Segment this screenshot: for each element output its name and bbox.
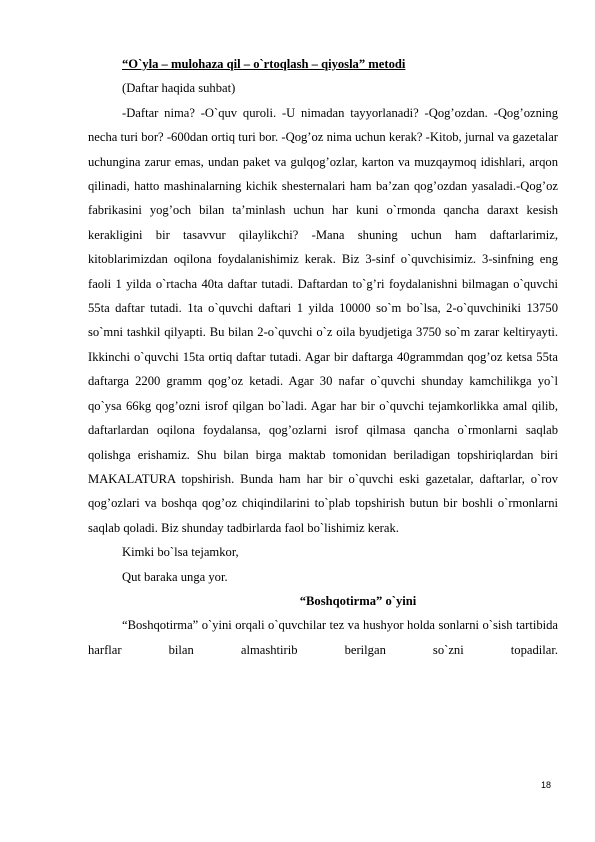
document-page — [88, 52, 558, 662]
body-paragraph-daftar: -Daftar nima? -O`quv quroli. -U nimadan tayyorlanadi? -Qog’ozdan. -Qog’ozning necha turi bor? -600dan ortiq turi bor. -Qog’oz nima uchun kerak? -Kitob, jurnal va gazetalar uchungina zarur emas, undan paket va gulqog’ozlar, karton va muzqaymoq idishlari, arqon qilinadi, hatto mashinalarning kichik shesternalari ham ba’zan qog’ozdan yasaladi.-Qog’oz fabrikasini yog’och bilan ta’minlash uchun har kuni o`rmonda qancha daraxt kesish kerakligini bir tasavvur qilaylikchi? -Mana shuning uchun ham daftarlarimiz, kitoblarimizdan oqilona foydalanishimiz kerak. Biz 3-sinf o`quvchisimiz. 3-sinfning eng faoli 1 yilda o`rtacha 40ta daftar tutadi. Daftardan to`g’ri foydalanishni bilmagan o`quvchi 55ta daftar tutadi. 1ta o`quvchi daftari 1 yilda 10000 so`m bo`lsa, 2-o`quvchiniki 13750 so`mni tashkil qilyapti. Bu bilan 2-o`quvchi o`z oila byudjetiga 3750 so`m zarar keltiryayti. Ikkinchi o`quvchi 15ta ortiq daftar tutadi. Agar bir daftarga 40grammdan qog’oz ketsa 55ta daftarga 2200 gramm qog’oz ketadi. Agar 30 nafar o`quvchi shunday kamchilikga yo`l qo`ysa 66kg qog’ozni isrof qilgan bo`ladi. Agar har bir o`quvchi tejamkorlikka amal qilib, daftarlardan oqilona foydalansa, qog’ozlarni isrof qilmasa qancha o`rmonlarni saqlab qolishga erishamiz. Shu bilan birga maktab tomonidan beriladigan topshiriqlardan biri MAKALATURA topshirish. Bunda ham har bir o`quvchi eski gazetalar, daftarlar, o`rov qog’ozlari va boshqa qog’oz chiqindilarini to`plab topshirish butun bir boshli o`rmonlarni saqlab qoladi. Biz shunday tadbirlarda faol bo`lishimiz kerak. — [88, 105, 558, 535]
proverb-line-2: Qut baraka unga yor. — [122, 569, 228, 584]
method-heading: “O`yla – mulohaza qil – o`rtoqlash – qiyosla” metodi — [122, 57, 406, 71]
page-number: 18 — [540, 780, 551, 790]
section-title-boshqotirma: “Boshqotirma” o`yini — [299, 593, 417, 608]
proverb-line-1: Kimki bo`lsa tejamkor, — [122, 545, 239, 560]
body-paragraph-boshqotirma: “Boshqotirma” o`yini orqali o`quvchilar tez va hushyor holda sonlarni o`sish tartibida harflar bilan almashtirib berilgan so`zni topadilar. — [88, 618, 558, 657]
subheading: (Daftar haqida suhbat) — [122, 81, 236, 96]
